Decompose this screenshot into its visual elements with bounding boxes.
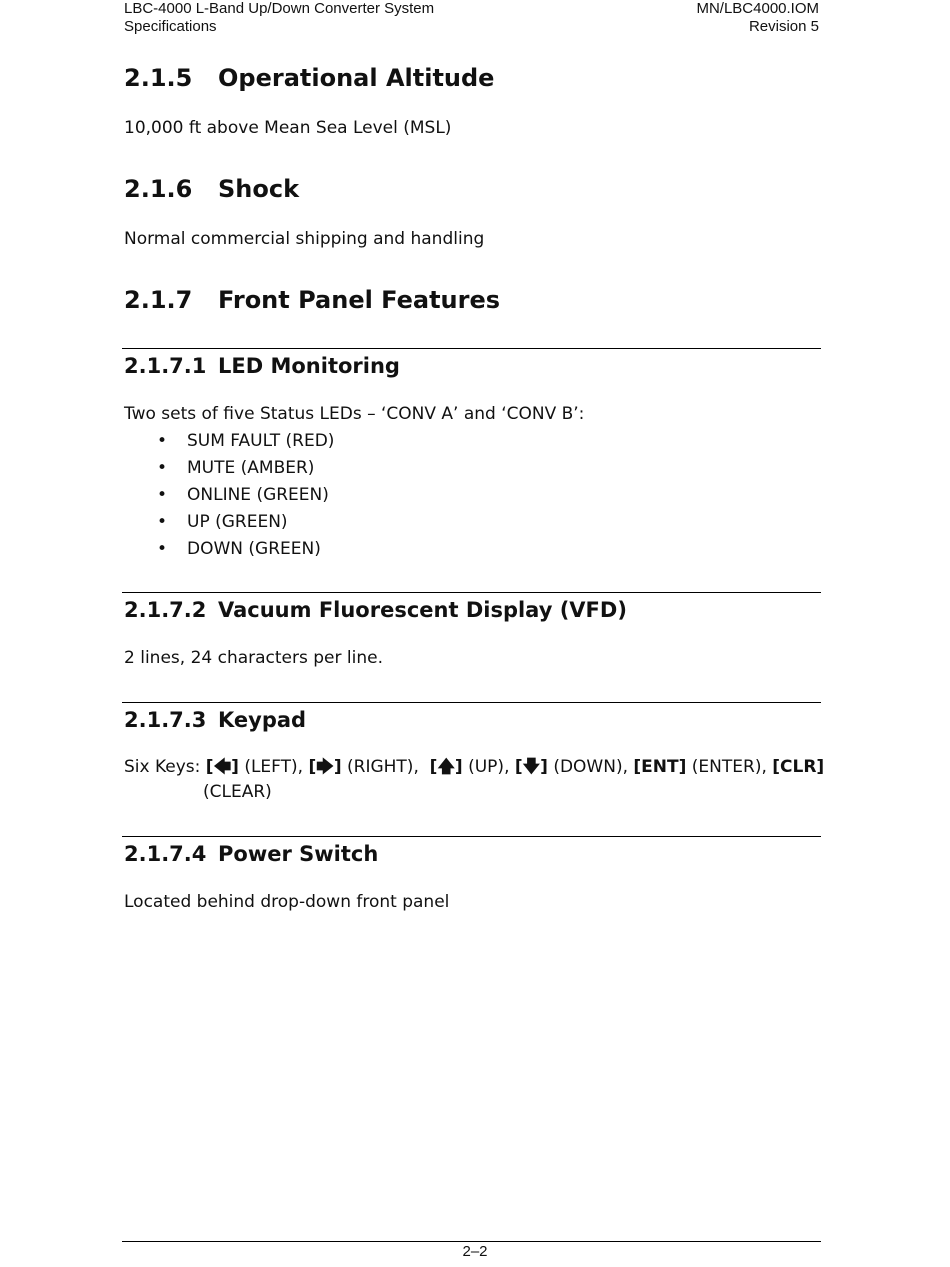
key-down: [🡇] bbox=[515, 757, 548, 777]
section-title: Front Panel Features bbox=[218, 286, 501, 314]
footer-rule bbox=[122, 1241, 821, 1242]
heading-power-switch bbox=[124, 841, 378, 867]
key-up: [🡅] bbox=[430, 757, 463, 777]
arrow-down-icon: 🡇 bbox=[522, 757, 541, 777]
section-title: Operational Altitude bbox=[218, 64, 495, 92]
key-enter: [ENT] bbox=[633, 757, 687, 777]
clear-desc: (CLEAR) bbox=[203, 782, 272, 802]
bullet-icon: • bbox=[157, 458, 168, 478]
list-item: • MUTE (AMBER) bbox=[157, 458, 315, 478]
section-number: 2.1.7.3 bbox=[124, 708, 207, 732]
arrow-up-icon: 🡅 bbox=[437, 757, 455, 777]
section-number: 2.1.6 bbox=[124, 175, 193, 203]
key-clear: [CLR] bbox=[772, 757, 825, 777]
heading-vfd bbox=[124, 597, 627, 623]
section-number: 2.1.5 bbox=[124, 64, 193, 92]
key-left: [🡄] bbox=[206, 757, 239, 777]
section-number: 2.1.7.4 bbox=[124, 842, 207, 866]
bullet-icon: • bbox=[157, 431, 168, 451]
section-title: LED Monitoring bbox=[218, 354, 400, 378]
section-title: Shock bbox=[218, 175, 300, 203]
section-number: 2.1.7 bbox=[124, 286, 193, 314]
shock-text: Normal commercial shipping and handling bbox=[124, 229, 485, 249]
operational-altitude-text: 10,000 ft above Mean Sea Level (MSL) bbox=[124, 118, 452, 138]
arrow-right-icon: 🡆 bbox=[316, 757, 334, 777]
section-title: Power Switch bbox=[218, 842, 379, 866]
section-rule bbox=[122, 592, 821, 593]
bullet-icon: • bbox=[157, 512, 168, 532]
header-doc-title: LBC-4000 L-Band Up/Down Converter System bbox=[124, 0, 435, 17]
section-rule bbox=[122, 702, 821, 703]
header-chapter: Specifications bbox=[124, 18, 217, 35]
section-title: Keypad bbox=[218, 708, 307, 732]
list-item: • DOWN (GREEN) bbox=[157, 539, 321, 559]
heading-shock bbox=[124, 174, 299, 204]
key-right: [🡆] bbox=[308, 757, 341, 777]
list-item: • UP (GREEN) bbox=[157, 512, 288, 532]
vfd-text: 2 lines, 24 characters per line. bbox=[124, 648, 383, 668]
header-revision: Revision 5 bbox=[748, 18, 819, 35]
section-number: 2.1.7.2 bbox=[124, 598, 207, 622]
keys-lead: Six Keys: bbox=[124, 757, 201, 777]
header-left bbox=[124, 0, 434, 36]
section-title: Vacuum Fluorescent Display (VFD) bbox=[218, 598, 627, 622]
list-item: • ONLINE (GREEN) bbox=[157, 485, 329, 505]
header-right bbox=[696, 0, 819, 36]
power-switch-text: Located behind drop-down front panel bbox=[124, 892, 450, 912]
heading-led-monitoring bbox=[124, 353, 400, 379]
bullet-icon: • bbox=[157, 485, 168, 505]
led-monitoring-intro: Two sets of five Status LEDs – ‘CONV A’ and ‘CONV B’: bbox=[124, 404, 585, 424]
page-number: 2–2 bbox=[462, 1243, 488, 1260]
section-number: 2.1.7.1 bbox=[124, 354, 207, 378]
arrow-left-icon: 🡄 bbox=[213, 757, 232, 777]
keypad-description: Six Keys: [🡄] (LEFT), [🡆] (RIGHT), [🡅] (UP), [🡇] (DOWN), [ENT] (ENTER), [CLR] (CLEAR) bbox=[124, 755, 824, 805]
header-doc-number: MN/LBC4000.IOM bbox=[696, 0, 819, 17]
section-rule bbox=[122, 836, 821, 837]
bullet-icon: • bbox=[157, 539, 168, 559]
heading-keypad bbox=[124, 707, 306, 733]
list-item: • SUM FAULT (RED) bbox=[157, 431, 335, 451]
heading-front-panel-features bbox=[124, 285, 500, 315]
led-list bbox=[124, 430, 334, 565]
heading-operational-altitude bbox=[124, 63, 494, 93]
section-rule bbox=[122, 348, 821, 349]
